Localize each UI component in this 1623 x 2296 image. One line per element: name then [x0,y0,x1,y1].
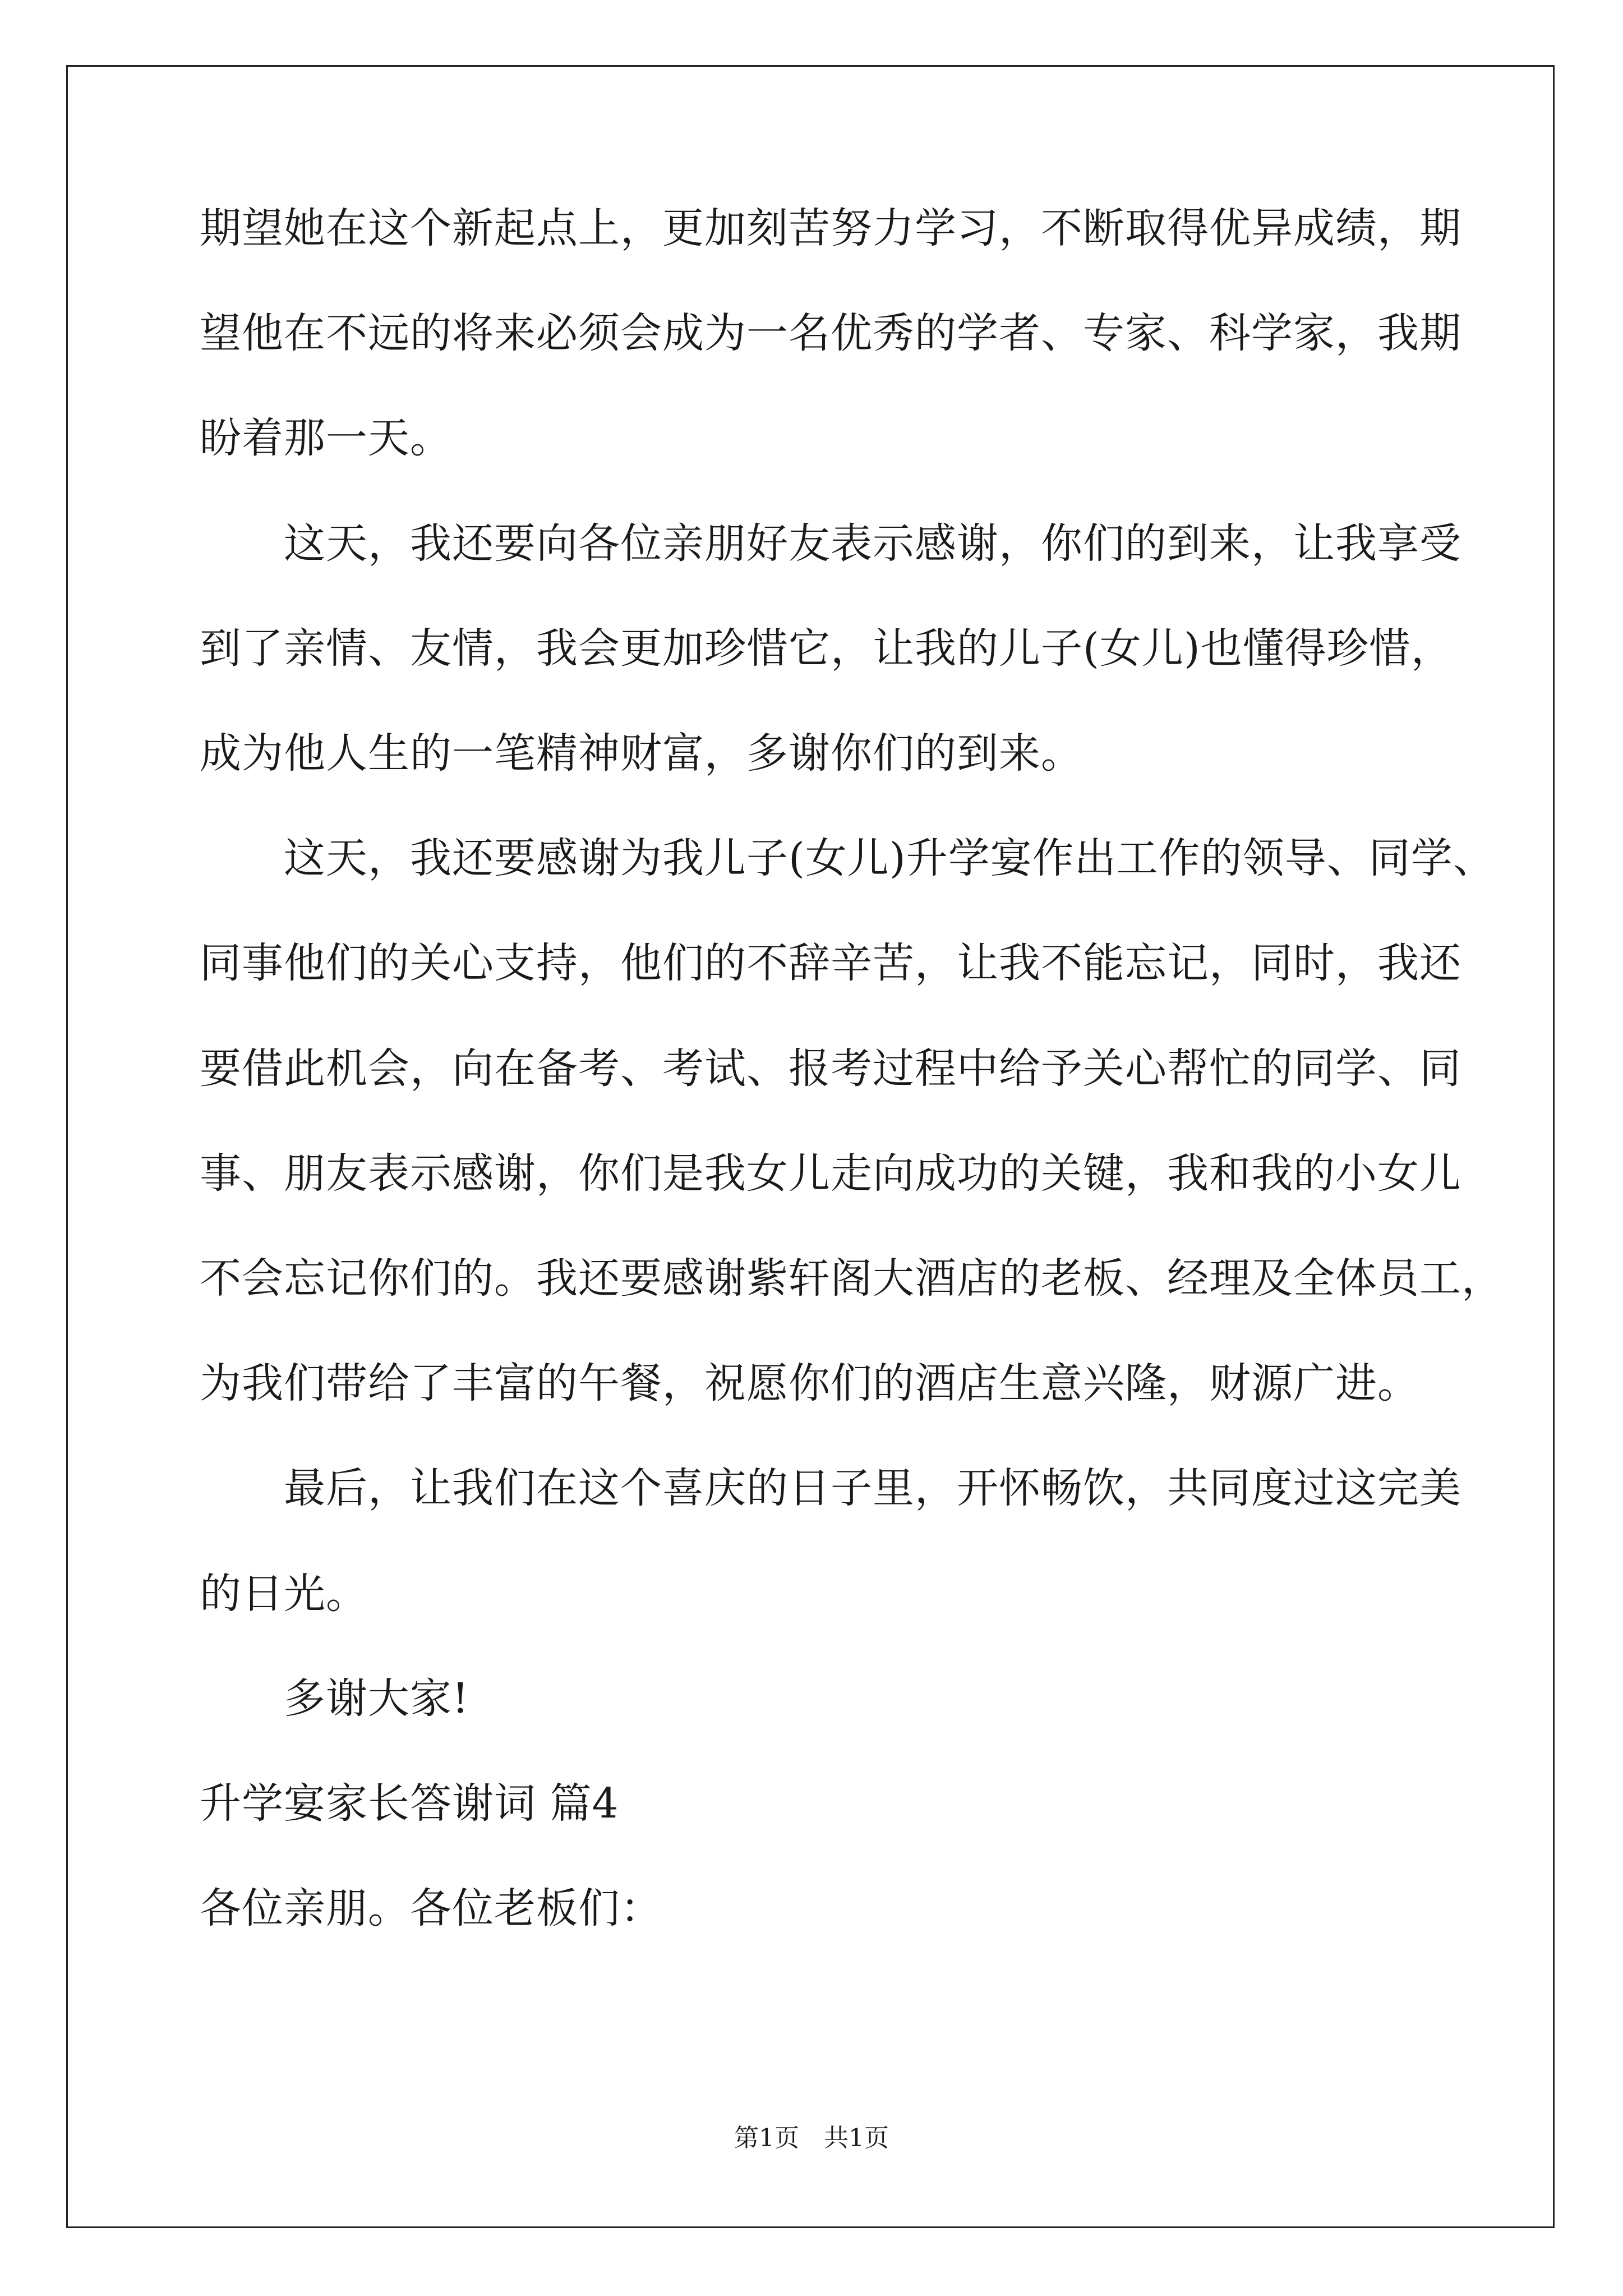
text-line: 要借此机会，向在备考、考试、报考过程中给予关心帮忙的同学、同 [200,1045,1461,1093]
text-line: 同事他们的关心支持，他们的不辞辛苦，让我不能忘记，同时，我还 [200,939,1461,987]
text-line: 事、朋友表示感谢，你们是我女儿走向成功的关键，我和我的小女儿 [200,1149,1461,1198]
text-line: 多谢大家! [200,1674,469,1723]
text-line: 的日光。 [200,1570,368,1618]
text-line: 望他在不远的将来必须会成为一名优秀的学者、专家、科学家，我期 [200,309,1461,357]
text-line: 成为他人生的一笔精神财富，多谢你们的到来。 [200,729,1083,777]
salutation: 各位亲朋。各位老板们： [200,1884,662,1932]
text-line: 期望她在这个新起点上，更加刻苦努力学习，不断取得优异成绩，期 [200,204,1461,252]
text-line: 这天，我还要向各位亲朋好友表示感谢，你们的到来，让我享受 [200,519,1461,568]
text-line: 为我们带给了丰富的午餐，祝愿你们的酒店生意兴隆，财源广进。 [200,1359,1419,1407]
section-heading: 升学宴家长答谢词 篇4 [200,1779,619,1828]
text-line: 这天，我还要感谢为我儿子(女儿)升学宴作出工作的领导、同学、 [200,834,1495,882]
page-number: 第1页 共1页 [734,2124,889,2152]
text-line: 盼着那一天。 [200,414,452,462]
text-line: 到了亲情、友情，我会更加珍惜它，让我的儿子(女儿)也懂得珍惜， [200,624,1453,673]
text-line: 最后，让我们在这个喜庆的日子里，开怀畅饮，共同度过这完美 [200,1464,1461,1512]
text-line: 不会忘记你们的。我还要感谢紫轩阁大酒店的老板、经理及全体员工， [200,1254,1504,1303]
